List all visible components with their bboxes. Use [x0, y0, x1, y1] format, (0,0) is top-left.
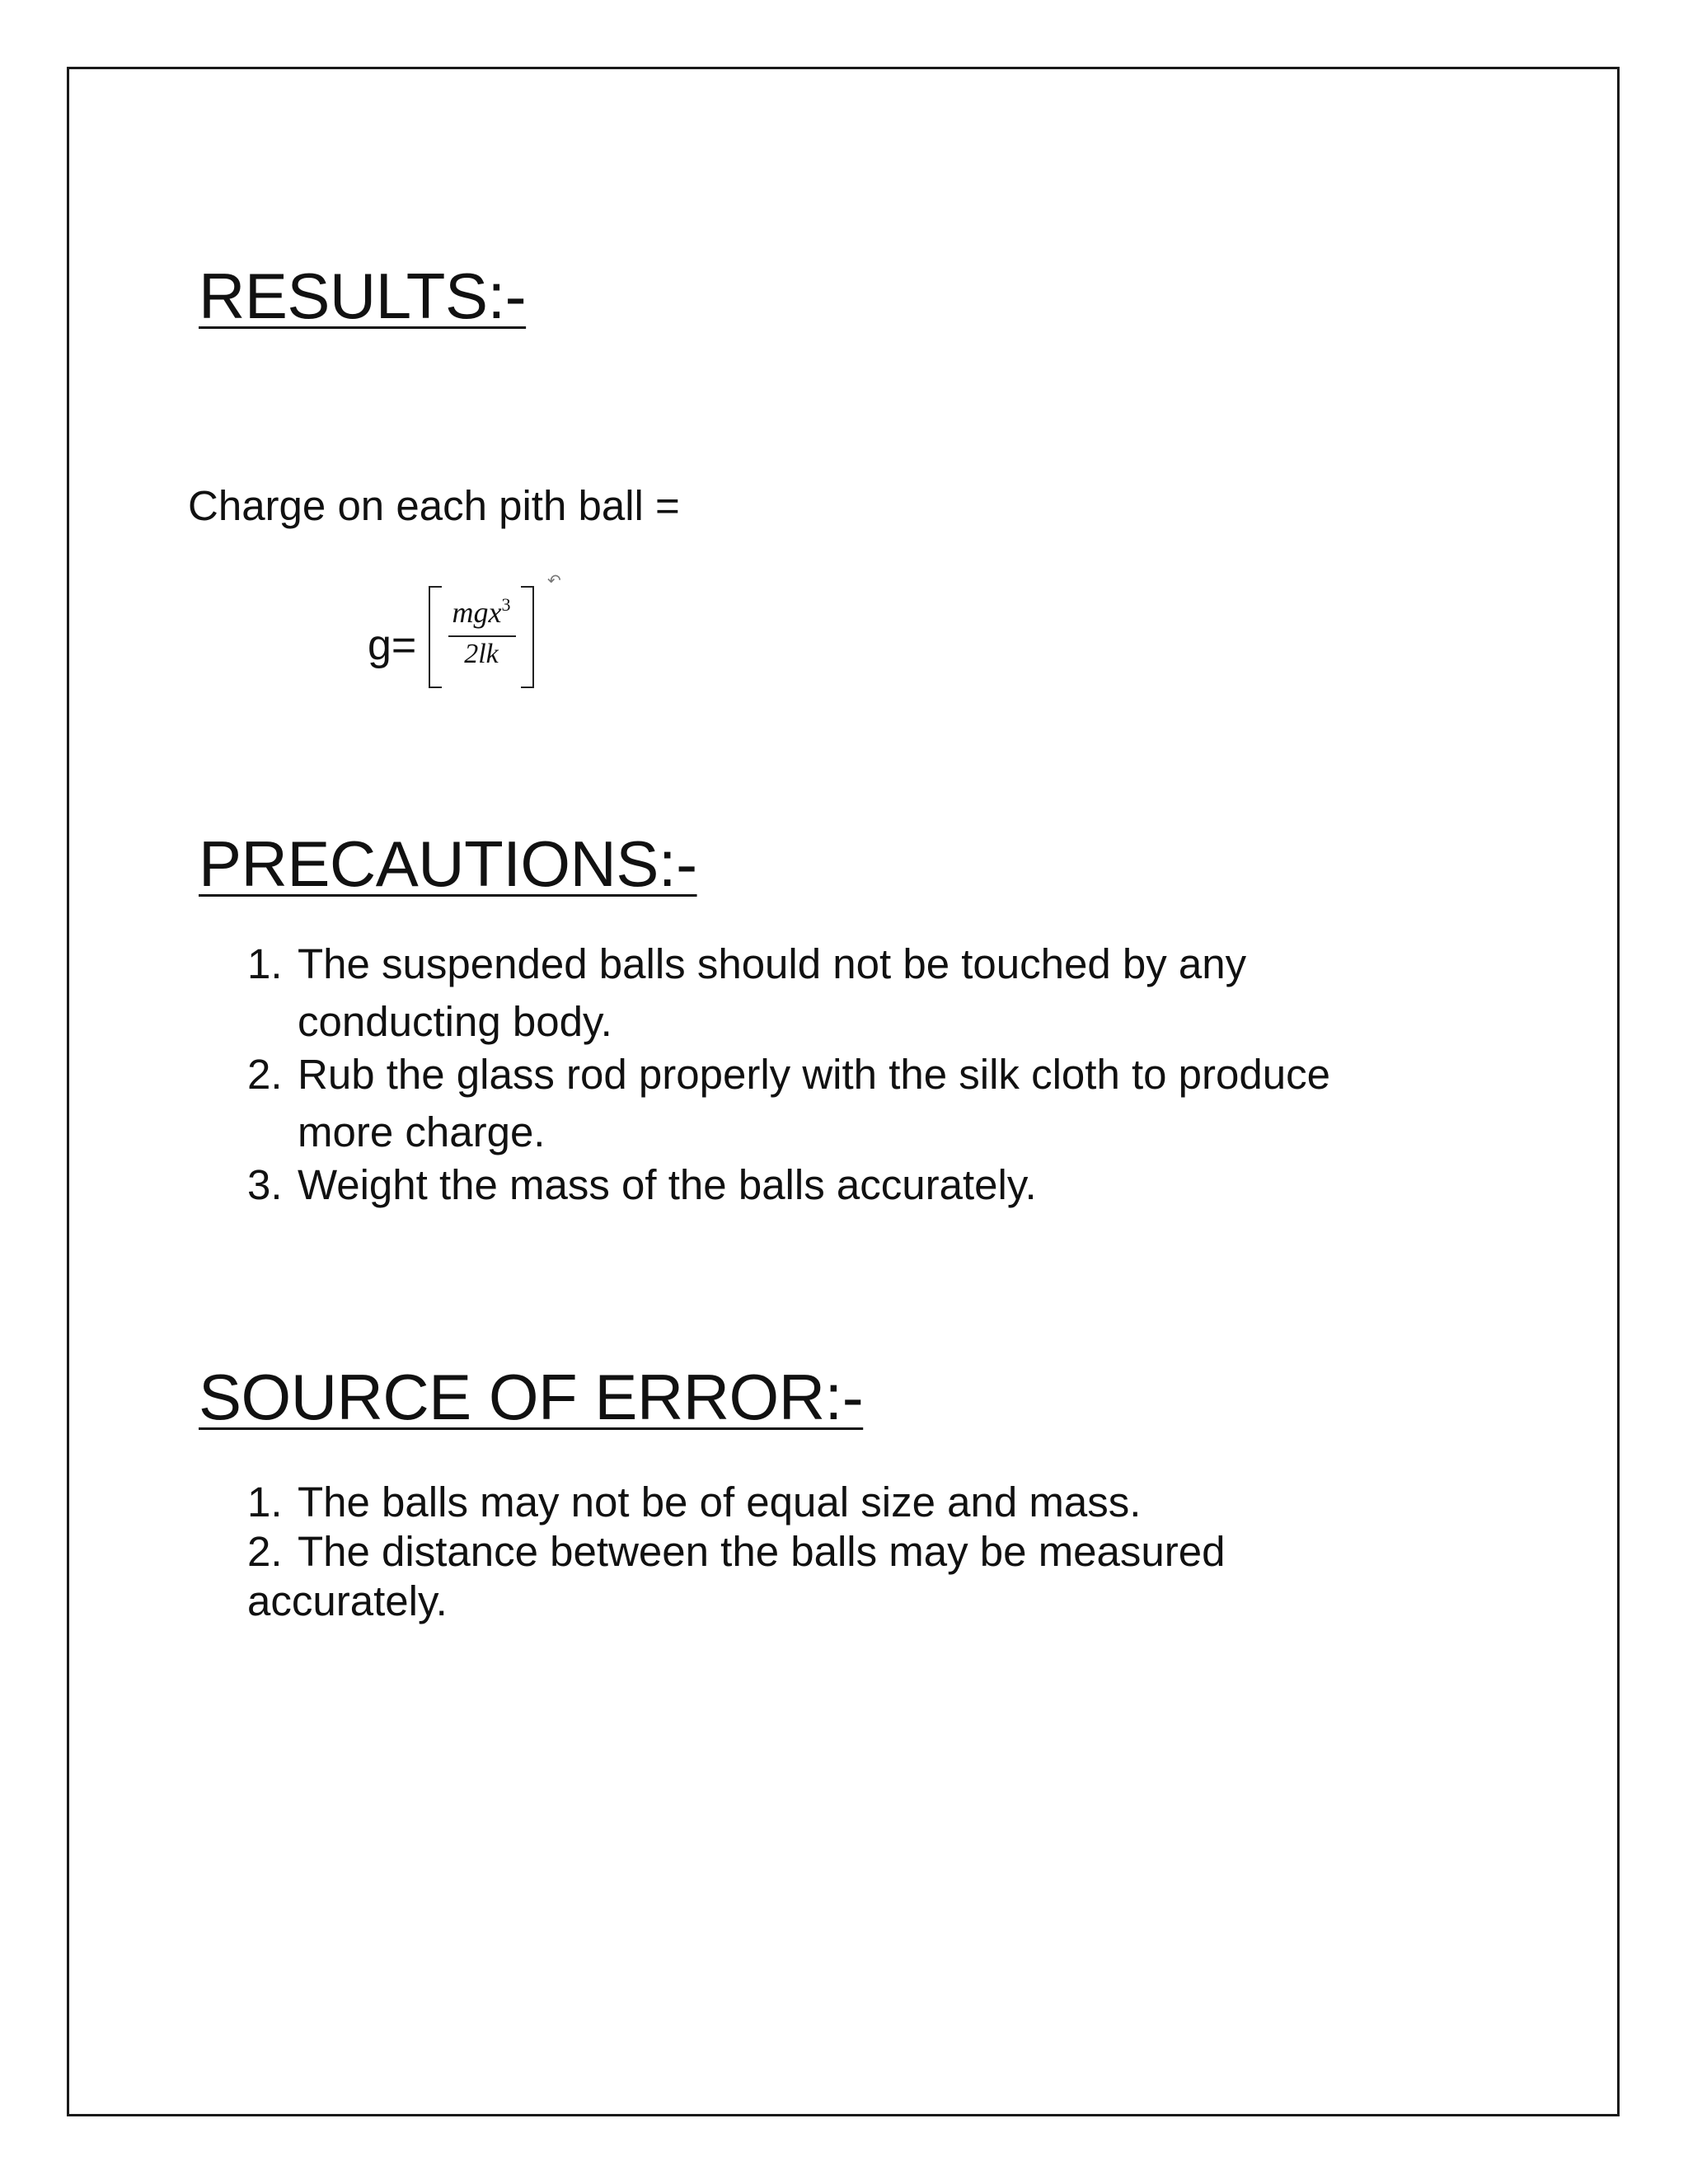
list-item [247, 1527, 1320, 1626]
fraction-bar [448, 635, 516, 637]
item-text-line1: Rub the glass rod properly with the silk cloth to produce [298, 1051, 1330, 1098]
item-number: 1. [247, 940, 283, 987]
formula-numerator [445, 594, 518, 629]
list-item [247, 1478, 1320, 1527]
item-number: 2. [247, 1051, 283, 1098]
precautions-heading: PRECAUTIONS:- [199, 827, 697, 900]
item-number: 2. [247, 1528, 283, 1575]
item-text-line1: The suspended balls should not be touched by any [298, 940, 1247, 987]
list-item [247, 1046, 1330, 1156]
list-item [247, 935, 1330, 1046]
numerator-text: mgx [452, 596, 502, 629]
item-number: 3. [247, 1161, 283, 1208]
item-number: 1. [247, 1479, 283, 1526]
cursor-icon: ↶ [547, 572, 561, 590]
item-text [247, 1527, 1320, 1626]
results-heading: RESULTS:- [199, 260, 527, 332]
charge-label: Charge on each pith ball = [188, 482, 680, 529]
item-text-line1: The balls may not be of equal size and mass. [298, 1479, 1142, 1526]
left-bracket [429, 586, 442, 688]
source-of-error-heading: SOURCE OF ERROR:- [199, 1361, 864, 1433]
charge-formula [368, 573, 582, 701]
item-text-line1: The distance between the balls may be measured [298, 1528, 1226, 1575]
source-of-error-list [247, 1478, 1320, 1626]
numerator-exponent: 3 [501, 594, 511, 615]
right-bracket [521, 586, 534, 688]
list-item [247, 1156, 1330, 1206]
item-text-line2: accurately. [247, 1577, 448, 1624]
item-text-line2: conducting body. [298, 998, 612, 1045]
item-text-line1: Weight the mass of the balls accurately. [298, 1161, 1037, 1208]
item-text-line2: more charge. [298, 1108, 546, 1155]
formula-lhs: g= [368, 621, 417, 669]
formula-denominator: 2lk [464, 639, 499, 669]
precautions-list [247, 940, 1330, 1208]
